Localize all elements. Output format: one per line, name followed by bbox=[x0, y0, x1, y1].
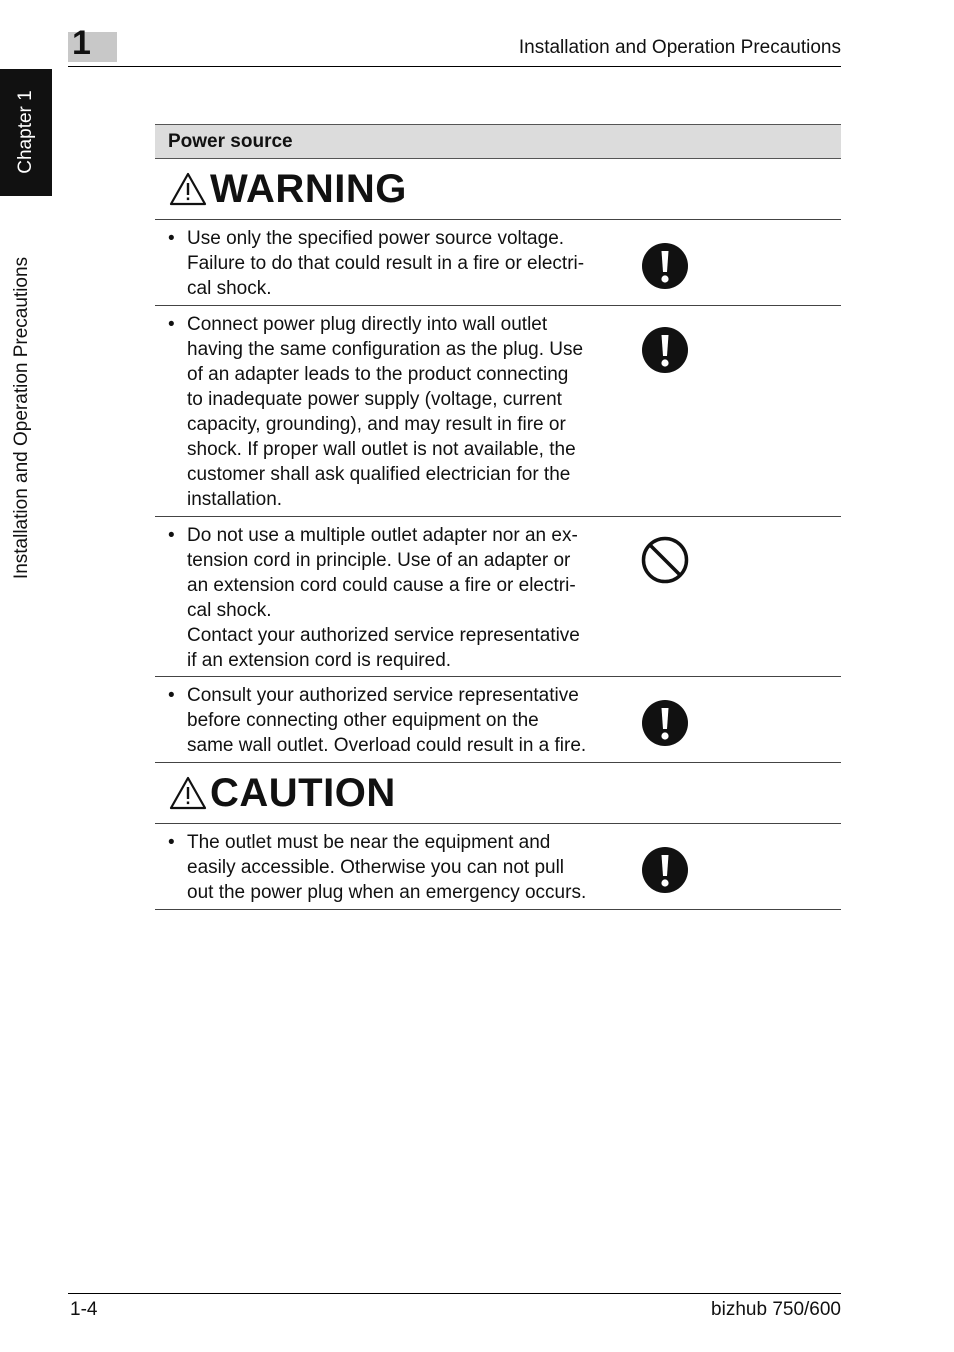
bullet: • bbox=[168, 832, 175, 853]
caution-label: CAUTION bbox=[210, 770, 396, 815]
mandatory-exclamation-icon bbox=[641, 846, 689, 894]
warning-item-text: Do not use a multiple outlet adapter nor an ex- tension cord in principle. Use of an adapter or an extension cord could cause a fire or electri- cal shock. Contact your authorized service representative if an extension cord is required. bbox=[187, 525, 580, 671]
caution-triangle-icon bbox=[169, 776, 207, 810]
side-tab-section-label: Installation and Operation Precautions bbox=[11, 256, 32, 580]
warning-item bbox=[155, 677, 841, 763]
bullet: • bbox=[168, 685, 175, 706]
section-title: Power source bbox=[155, 124, 841, 159]
mandatory-exclamation-icon bbox=[641, 699, 689, 747]
page-header-title: Installation and Operation Precautions bbox=[518, 37, 841, 58]
caution-item bbox=[155, 824, 841, 910]
warning-triangle-icon bbox=[169, 172, 207, 206]
caution-item-text: The outlet must be near the equipment and easily accessible. Otherwise you can not pull out the power plug when an emergency occurs. bbox=[187, 832, 587, 903]
precautions-content bbox=[155, 124, 841, 910]
bullet: • bbox=[168, 525, 175, 546]
bullet: • bbox=[168, 314, 175, 335]
caution-banner bbox=[155, 763, 841, 824]
warning-item bbox=[155, 517, 841, 677]
footer-divider bbox=[68, 1293, 841, 1294]
side-tab-chapter-label: Chapter 1 bbox=[15, 90, 36, 174]
warning-item bbox=[155, 220, 841, 306]
prohibition-icon bbox=[641, 536, 689, 584]
warning-item-text: Use only the specified power source voltage. Failure to do that could result in a fire or electri- cal shock. bbox=[187, 228, 585, 299]
warning-item-text: Connect power plug directly into wall outlet having the same configuration as the plug. Use of an adapter leads to the product connecting to inadequate power supply (voltage, current capacity, grounding), and may result in fire or shock. If proper wall outlet is not available, the customer shall ask qualified electrician for the installation. bbox=[187, 314, 584, 510]
warning-item bbox=[155, 306, 841, 517]
product-name: bizhub 750/600 bbox=[711, 1299, 841, 1320]
mandatory-exclamation-icon bbox=[641, 326, 689, 374]
warning-banner bbox=[155, 159, 841, 220]
warning-item-text: Consult your authorized service representative before connecting other equipment on the same wall outlet. Overload could result in a fire. bbox=[187, 685, 587, 756]
header-divider bbox=[68, 66, 841, 67]
page-number: 1-4 bbox=[70, 1299, 98, 1320]
mandatory-exclamation-icon bbox=[641, 242, 689, 290]
warning-label: WARNING bbox=[210, 166, 407, 211]
chapter-number: 1 bbox=[72, 24, 91, 62]
bullet: • bbox=[168, 228, 175, 249]
